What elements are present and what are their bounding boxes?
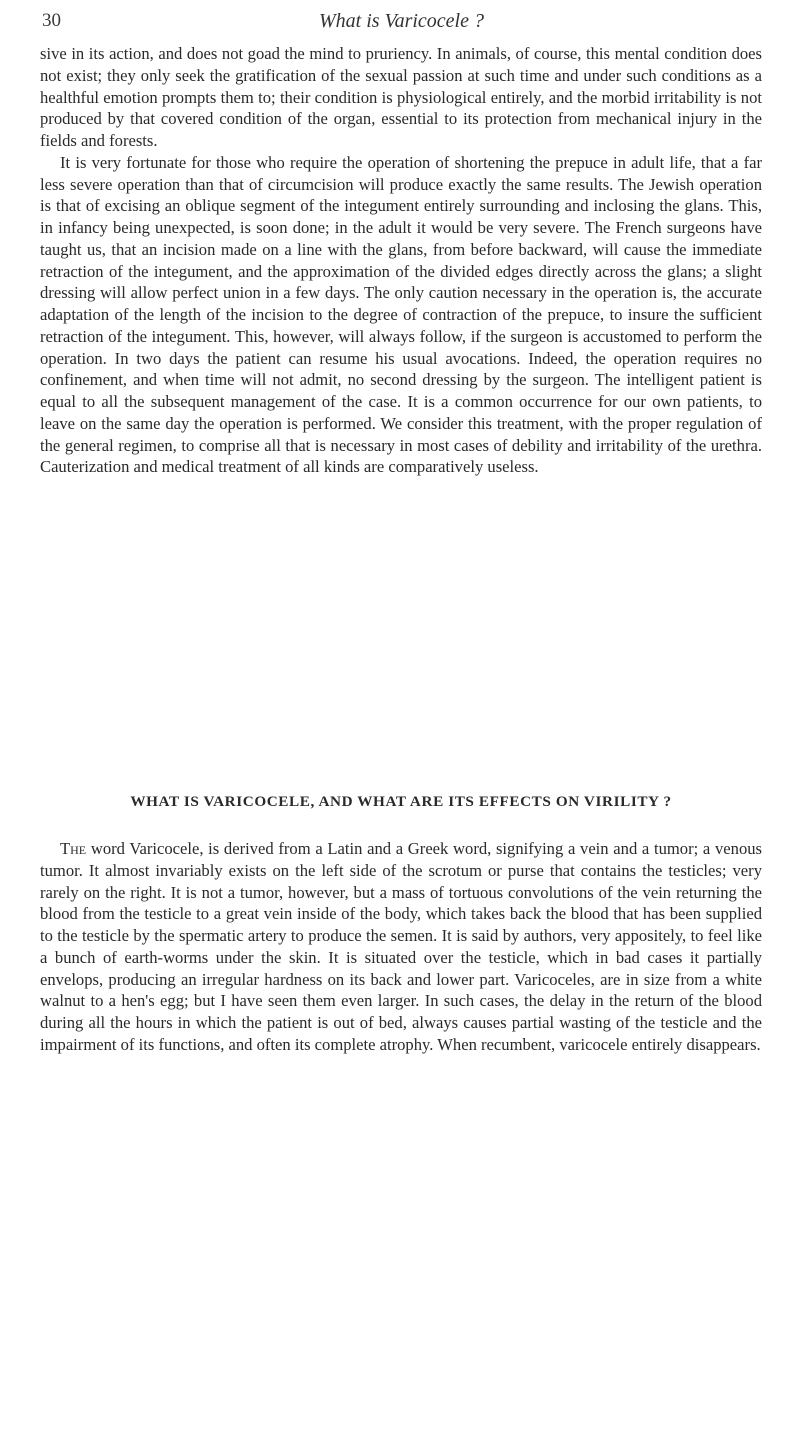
section-heading: WHAT IS VARICOCELE, AND WHAT ARE ITS EFFECTS ON VIRILITY ? — [130, 793, 672, 810]
running-head — [42, 8, 761, 38]
paragraph-prepuce-operation: It is very fortunate for those who require the operation of shortening the prepuce in adult life, that a far less severe operation than that of circumcision will produce exactly the same results. The Jewish operation is that of excising an oblique segment of the integument entirely surrounding and inclosing the glans. This, in infancy being unexpected, is soon done; in the adult it would be very severe. The French surgeons have taught us, that an incision made on a line with the glans, from before backward, will cause the immediate retraction of the integument, and the approximation of the divided edges directly across the glans; a slight dressing will allow perfect union in a few days. The only caution necessary in the operation is, the accurate adaptation of the length of the incision to the degree of contraction of the prepuce, to insure the sufficient retraction of the integument. This, however, will always follow, if the surgeon is accustomed to perform the operation. In two days the patient can resume his usual avocations. Indeed, the operation requires no confinement, and when time will not admit, no second dressing by the surgeon. The intelligent patient is equal to all the subsequent management of the case. It is a common occurrence for our own patients, to leave on the same day the operation is performed. We consider this treatment, with the proper regulation of the general regimen, to comprise all that is necessary in most cases of debility and irritability of the urethra. Cauterization and medical treatment of all kinds are comparatively useless. — [40, 152, 762, 477]
page-number: 30 — [42, 10, 61, 31]
section-two-text — [40, 838, 762, 1056]
lead-word: The — [60, 839, 87, 858]
paragraph-continued: sive in its action, and does not goad the mind to pruriency. In animals, of course, this mental condition does not exist; they only seek the gratification of the sexual passion at such time and under such conditions as a healthful emotion prompts them to; their condition is physiological entirely, and the morbid irritability is not produced by that covered condition of the organ, essential to its protection from mechanical injury in the fields and forests. — [40, 44, 762, 150]
section-one-text — [40, 43, 762, 478]
paragraph-varicocele-definition — [40, 838, 762, 1056]
paragraph-body: word Varicocele, is derived from a Latin and a Greek word, signifying a vein and a tumor; a venous tumor. It almost invariably exists on the left side of the scrotum or purse that contains the testicles; very rarely on the right. It is not a tumor, however, but a mass of tortuous convolutions of the vein returning the blood from the testicle to a great vein inside of the body, which takes back the blood that has been supplied to the testicle by the spermatic artery to produce the semen. It is said by authors, very appositely, to feel like a bunch of earth-worms under the skin. It is situated over the testicle, which in bad cases it partially envelops, producing an irregular hardness on its back and lower part. Varicoceles, are in size from a white walnut to a hen's egg; but I have seen them even larger. In such cases, the delay in the return of the blood during all the hours in which the patient is out of bed, always causes partial wasting of the testicle and the impairment of its functions, and often its complete atrophy. When recumbent, varicocele entirely disappears. — [40, 839, 762, 1054]
running-title: What is Varicocele ? — [319, 10, 484, 32]
